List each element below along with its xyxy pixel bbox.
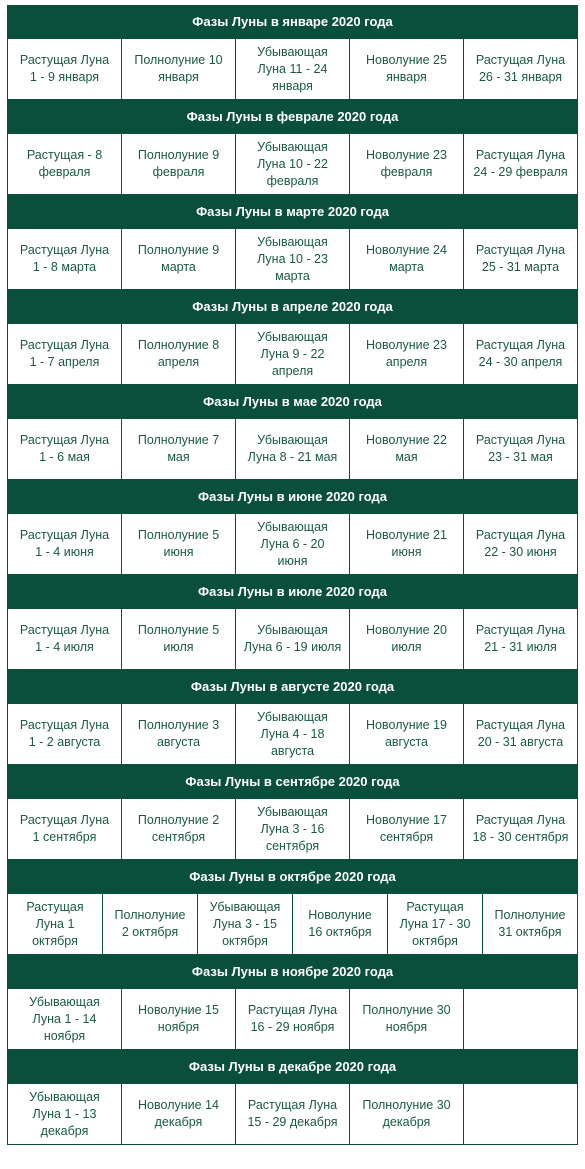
month-section: [7, 955, 578, 1050]
phase-cell: Новолуние 21 июня: [350, 514, 464, 574]
phase-cell: Полнолуние 2 октября: [103, 894, 198, 954]
month-header: Фазы Луны в ноябре 2020 года: [7, 955, 578, 989]
month-header: Фазы Луны в июне 2020 года: [7, 480, 578, 514]
phase-cell: Полнолуние 5 июня: [122, 514, 236, 574]
month-header: Фазы Луны в августе 2020 года: [7, 670, 578, 704]
phase-cell: Растущая Луна 17 - 30 октября: [388, 894, 483, 954]
phase-cell: Убывающая Луна 4 - 18 августа: [236, 704, 350, 764]
phase-cell: Полнолуние 2 сентября: [122, 799, 236, 859]
phase-row: [7, 39, 578, 100]
phase-row: [7, 1084, 578, 1145]
month-header: Фазы Луны в июле 2020 года: [7, 575, 578, 609]
phase-row: [7, 989, 578, 1050]
phase-cell: Убывающая Луна 3 - 15 октября: [198, 894, 293, 954]
month-section: [7, 385, 578, 480]
month-header: Фазы Луны в декабре 2020 года: [7, 1050, 578, 1084]
empty-cell: [464, 1084, 578, 1144]
month-section: [7, 480, 578, 575]
phase-cell: Растущая Луна 24 - 29 февраля: [464, 134, 578, 194]
phase-cell: Растущая - 8 февраля: [8, 134, 122, 194]
phase-cell: Убывающая Луна 6 - 20 июня: [236, 514, 350, 574]
phase-cell: Растущая Луна 1 сентября: [8, 799, 122, 859]
phase-cell: Растущая Луна 1 - 4 июня: [8, 514, 122, 574]
month-header: Фазы Луны в марте 2020 года: [7, 195, 578, 229]
phase-cell: Новолуние 20 июля: [350, 609, 464, 669]
phase-cell: Растущая Луна 24 - 30 апреля: [464, 324, 578, 384]
month-section: [7, 5, 578, 100]
phase-cell: Убывающая Луна 9 - 22 апреля: [236, 324, 350, 384]
phase-cell: Новолуние 24 марта: [350, 229, 464, 289]
phase-cell: Растущая Луна 1 октября: [8, 894, 103, 954]
phase-cell: Растущая Луна 1 - 7 апреля: [8, 324, 122, 384]
month-header: Фазы Луны в апреле 2020 года: [7, 290, 578, 324]
phase-cell: Убывающая Луна 11 - 24 января: [236, 39, 350, 99]
phase-cell: Новолуние 14 декабря: [122, 1084, 236, 1144]
phase-cell: Растущая Луна 1 - 6 мая: [8, 419, 122, 479]
phase-cell: Новолуние 15 ноября: [122, 989, 236, 1049]
phase-cell: Убывающая Луна 1 - 13 декабря: [8, 1084, 122, 1144]
month-section: [7, 575, 578, 670]
phase-cell: Полнолуние 10 января: [122, 39, 236, 99]
phase-cell: Новолуние 17 сентября: [350, 799, 464, 859]
phase-cell: Убывающая Луна 10 - 22 февраля: [236, 134, 350, 194]
phase-cell: Растущая Луна 1 - 9 января: [8, 39, 122, 99]
month-section: [7, 765, 578, 860]
phase-row: [7, 514, 578, 575]
phase-cell: Новолуние 22 мая: [350, 419, 464, 479]
phase-cell: Новолуние 16 октября: [293, 894, 388, 954]
phase-cell: Растущая Луна 18 - 30 сентября: [464, 799, 578, 859]
phase-cell: Убывающая Луна 8 - 21 мая: [236, 419, 350, 479]
phase-row: [7, 324, 578, 385]
phase-cell: Растущая Луна 1 - 8 марта: [8, 229, 122, 289]
month-section: [7, 100, 578, 195]
month-section: [7, 1050, 578, 1145]
phase-cell: Полнолуние 7 мая: [122, 419, 236, 479]
phase-cell: Растущая Луна 15 - 29 декабря: [236, 1084, 350, 1144]
moon-phases-table: [7, 0, 578, 1145]
phase-cell: Полнолуние 9 февраля: [122, 134, 236, 194]
phase-cell: Убывающая Луна 1 - 14 ноября: [8, 989, 122, 1049]
phase-row: [7, 134, 578, 195]
month-header: Фазы Луны в октябре 2020 года: [7, 860, 578, 894]
phase-cell: Полнолуние 30 ноября: [350, 989, 464, 1049]
month-header: Фазы Луны в сентябре 2020 года: [7, 765, 578, 799]
phase-cell: Убывающая Луна 3 - 16 сентября: [236, 799, 350, 859]
phase-row: [7, 799, 578, 860]
phase-row: [7, 704, 578, 765]
month-header: Фазы Луны в мае 2020 года: [7, 385, 578, 419]
phase-row: [7, 609, 578, 670]
month-section: [7, 860, 578, 955]
phase-cell: Новолуние 23 апреля: [350, 324, 464, 384]
phase-cell: Новолуние 19 августа: [350, 704, 464, 764]
phase-cell: Полнолуние 9 марта: [122, 229, 236, 289]
phase-cell: Растущая Луна 20 - 31 августа: [464, 704, 578, 764]
phase-cell: Убывающая Луна 6 - 19 июля: [236, 609, 350, 669]
month-section: [7, 670, 578, 765]
phase-cell: Растущая Луна 22 - 30 июня: [464, 514, 578, 574]
phase-cell: Растущая Луна 23 - 31 мая: [464, 419, 578, 479]
empty-cell: [464, 989, 578, 1049]
phase-cell: Полнолуние 3 августа: [122, 704, 236, 764]
phase-cell: Новолуние 23 февраля: [350, 134, 464, 194]
phase-row: [7, 229, 578, 290]
phase-cell: Полнолуние 5 июля: [122, 609, 236, 669]
phase-cell: Растущая Луна 25 - 31 марта: [464, 229, 578, 289]
phase-row: [7, 419, 578, 480]
month-header: Фазы Луны в январе 2020 года: [7, 5, 578, 39]
phase-cell: Полнолуние 30 декабря: [350, 1084, 464, 1144]
month-section: [7, 195, 578, 290]
phase-cell: Растущая Луна 1 - 4 июля: [8, 609, 122, 669]
phase-cell: Убывающая Луна 10 - 23 марта: [236, 229, 350, 289]
phase-cell: Полнолуние 31 октября: [483, 894, 578, 954]
phase-cell: Растущая Луна 26 - 31 января: [464, 39, 578, 99]
phase-cell: Растущая Луна 21 - 31 июля: [464, 609, 578, 669]
phase-cell: Новолуние 25 января: [350, 39, 464, 99]
phase-cell: Полнолуние 8 апреля: [122, 324, 236, 384]
phase-cell: Растущая Луна 1 - 2 августа: [8, 704, 122, 764]
phase-row: [7, 894, 578, 955]
phase-cell: Растущая Луна 16 - 29 ноября: [236, 989, 350, 1049]
month-header: Фазы Луны в феврале 2020 года: [7, 100, 578, 134]
month-section: [7, 290, 578, 385]
